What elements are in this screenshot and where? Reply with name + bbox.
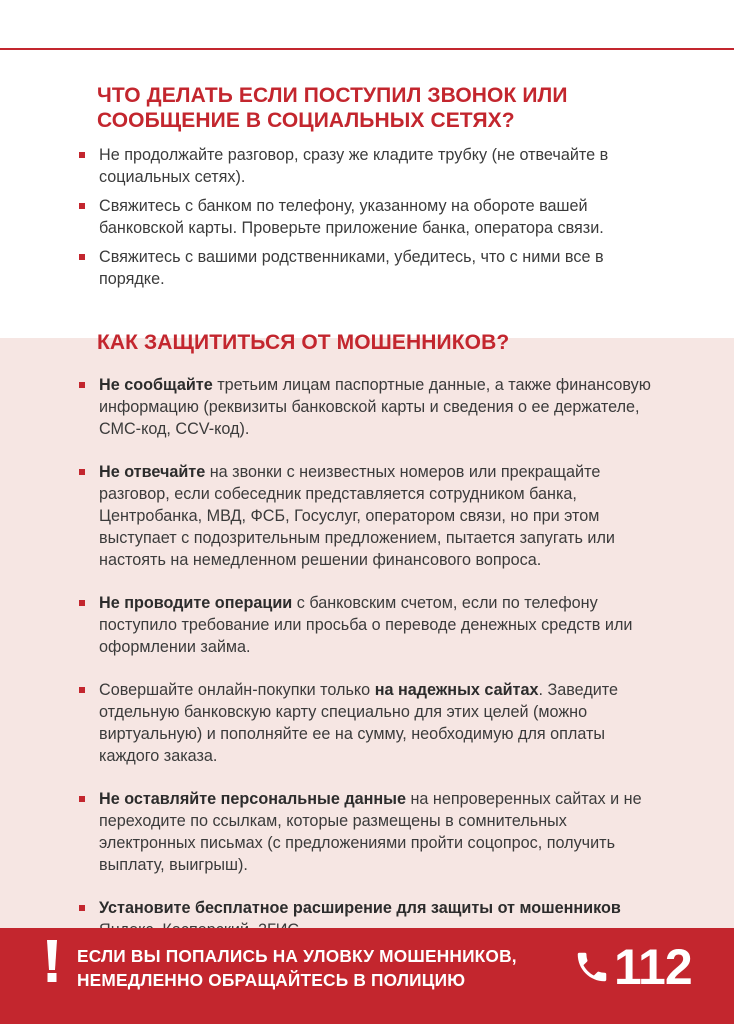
top-divider bbox=[0, 48, 734, 50]
call-section-title: ЧТО ДЕЛАТЬ ЕСЛИ ПОСТУПИЛ ЗВОНОК ИЛИ СООБЩЕНИЕ В СОЦИАЛЬНЫХ СЕТЯХ? bbox=[97, 84, 568, 132]
emergency-number: 112 bbox=[614, 939, 692, 995]
list-item-text: Свяжитесь с банком по телефону, указанному на обороте вашей банковской карты. Проверьте приложение банка, оператора связи. bbox=[99, 197, 604, 237]
bullet-icon bbox=[79, 152, 85, 158]
exclamation-icon bbox=[46, 940, 58, 982]
footer-warning-text: ЕСЛИ ВЫ ПОПАЛИСЬ НА УЛОВКУ МОШЕННИКОВ, НЕМЕДЛЕННО ОБРАЩАЙТЕСЬ В ПОЛИЦИЮ bbox=[77, 946, 517, 990]
list-item-text: на непроверенных сайтах и не переходите по ссылкам, которые размещены в сомнительных электронных письмах (с предложениями пройти соцопрос, получить выплату, выигрыш). bbox=[99, 790, 642, 874]
list-item bbox=[76, 592, 656, 658]
list-item-text: третьим лицам паспортные данные, а также финансовую информацию (реквизиты банковской карты и сведения о ее держателе, СМС-код, CCV-код). bbox=[99, 376, 651, 438]
list-item bbox=[76, 144, 656, 188]
call-advice-list bbox=[76, 144, 656, 297]
protect-advice-list bbox=[76, 374, 656, 962]
bullet-icon bbox=[79, 254, 85, 260]
bullet-icon bbox=[79, 382, 85, 388]
list-item-text: Совершайте онлайн-покупки только bbox=[99, 681, 375, 699]
phone-icon bbox=[573, 948, 611, 986]
list-item-bold: Не оставляйте персональные данные bbox=[99, 790, 406, 808]
list-item bbox=[76, 246, 656, 290]
list-item-bold: Не отвечайте bbox=[99, 463, 206, 481]
bullet-icon bbox=[79, 687, 85, 693]
list-item bbox=[76, 195, 656, 239]
list-item-text: на звонки с неизвестных номеров или прекращайте разговор, если собеседник представляется сотрудником банка, Центробанка, МВД, ФСБ, Госуслуг, оператором связи, но при этом выступает с подозрительным предложением, пытается запугать или настоять на немедленном решении финансового вопроса. bbox=[99, 463, 615, 569]
bullet-icon bbox=[79, 203, 85, 209]
list-item-bold: Не сообщайте bbox=[99, 376, 213, 394]
list-item bbox=[76, 461, 656, 571]
list-item bbox=[76, 679, 656, 767]
list-item bbox=[76, 374, 656, 440]
bullet-icon bbox=[79, 796, 85, 802]
list-item-text: Не продолжайте разговор, сразу же кладите трубку (не отвечайте в социальных сетях). bbox=[99, 146, 609, 186]
list-item bbox=[76, 788, 656, 876]
list-item-text: . Заведите отдельную банковскую карту специально для этих целей (можно виртуальную) и пополняйте ее на сумму, необходимую для оплаты каждого заказа. bbox=[99, 681, 619, 765]
list-item-bold: Не проводите операции bbox=[99, 594, 293, 612]
protect-section-title: КАК ЗАЩИТИТЬСЯ ОТ МОШЕННИКОВ? bbox=[97, 331, 510, 354]
list-item-text: Свяжитесь с вашими родственниками, убедитесь, что с ними все в порядке. bbox=[99, 248, 604, 288]
list-item-bold: Установите бесплатное расширение для защиты от мошенников bbox=[99, 899, 621, 917]
list-item-bold: на надежных сайтах bbox=[374, 681, 539, 699]
bullet-icon bbox=[79, 600, 85, 606]
list-item-text: с банковским счетом, если по телефону поступило требование или просьба о переводе денежных средств или оформлении займа. bbox=[99, 594, 633, 656]
bullet-icon bbox=[79, 469, 85, 475]
bullet-icon bbox=[79, 905, 85, 911]
